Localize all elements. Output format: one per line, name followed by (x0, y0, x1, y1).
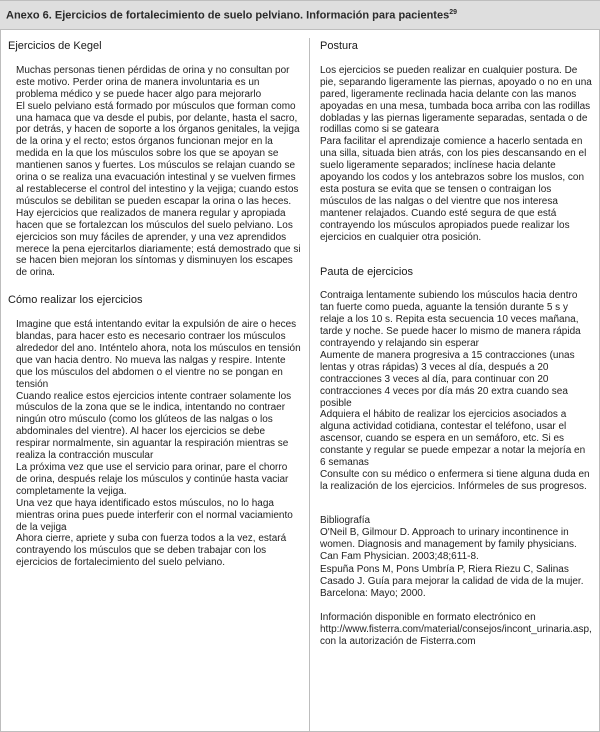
como-paragraph: La próxima vez que use el servicio para orinar, pare el chorro de orina, después relaje los músculos y continúe hasta vaciar completamente la vejiga. (16, 462, 289, 497)
annex-header (0, 0, 600, 30)
postura-heading: Postura (320, 40, 358, 52)
como-paragraph: Una vez que haya identificado estos músculos, no lo haga mientras orina pues puede interferir con el normal vaciamiento de la vejiga (16, 497, 293, 533)
postura-paragraph: Para facilitar el aprendizaje comience a hacerlo sentada en una silla, situada bien atrás, con los pies descansando en el suelo ligeramente separados; inclínese hacia delante apoyando los codos y los antebrazos sobre los muslos, con esta postura se evita que se tensen o contraigan los músculos de las nalgas o del vientre que nos interesa mantener relajados. Cuando esté segura de que está contrayendo los músculos apropiados puede realizar los ejercicios en cualquier otra posición. (320, 136, 587, 243)
pauta-paragraph: Adquiera el hábito de realizar los ejercicios asociados a alguna actividad cotidiana, contestar el teléfono, usar el ascensor, cuando se espera en un semáforo, etc. Si es constante y regular se puede empezar a notar la mejoría en 6 semanas (320, 409, 586, 469)
annex-title: Anexo 6. Ejercicios de fortalecimiento de suelo pelviano. Información para pacientes (6, 9, 450, 22)
kegel-heading: Ejercicios de Kegel (8, 40, 102, 52)
bibliography-heading: Bibliografía (320, 514, 371, 526)
reference-number: 29 (449, 9, 457, 16)
pauta-paragraph: Aumente de manera progresiva a 15 contracciones (unas lentas y otras rápidas) 3 veces al día, después a 20 contracciones 3 veces al día, para continuar con 20 contracciones 4 veces por día más 20 extra cuando sea posible (320, 349, 575, 409)
kegel-paragraph: Hay ejercicios que realizados de manera regular y apropiada hacen que se fortalezcan los músculos del suelo pelviano. Los ejercicios son muy fáciles de aprender, y una vez aprendidos merece la pena ejercitarlos diariamente; está demostrado que si se hacen bien mejoran los síntomas y disminuyen los escapes de orina. (16, 207, 301, 279)
bibliography-item: O'Neil B, Gilmour D. Approach to urinary incontinence in women. Diagnosis and management by family physicians. Can Fam Physician. 2003;48;611-8. (320, 526, 577, 562)
bibliography-item: Espuña Pons M, Pons Umbría P, Riera Riezu C, Salinas Casado J. Guía para mejorar la calidad de vida de la mujer. Barcelona: Mayo; 2000. (320, 564, 584, 600)
como-paragraph: Imagine que está intentando evitar la expulsión de aire o heces blandas, para hacer esto es necesario contraer los músculos alrededor del ano. Inténtelo ahora, nota los músculos en tensión que van hacia dentro. No mueva las nalgas y respire. Intente que los músculos del abdomen o el vientre no se pongan en tensión (16, 319, 301, 390)
spacer (320, 244, 592, 264)
pauta-paragraph: Contraiga lentamente subiendo los músculos hacia dentro tan fuerte como pueda, aguante la tensión durante 5 s y relaje a los 10 s. Repita esta secuencia 10 veces mañana, tarde y noche. Se puede hacer lo mismo de manera rápida contrayendo y relajando sin esperar (320, 290, 581, 350)
postura-paragraph: Los ejercicios se pueden realizar en cualquier postura. De pie, separando ligeramente las piernas, apoyado o no en una pared, ligeramente reclinada hacia delante con las manos apoyadas en una mesa, tumbada boca arriba con las rodillas dobladas y las piernas ligeramente separadas, sentada o de rodillas como si se gateara (320, 64, 592, 136)
como-heading: Cómo realizar los ejercicios (8, 294, 143, 307)
spacer (320, 493, 592, 515)
kegel-paragraph: El suelo pelviano está formado por músculos que forman como una hamaca que va desde el pubis, por delante, hasta el sacro, por detrás, y hacen de soporte a los órganos genitales, la vejiga de la orina y el recto; estos órganos funcionan mejor en la medida en la que los músculos sobre los que se apoyan se mantienen sanos y fuertes. Los músculos se relajan cuando se orina o se realiza una evacuación intestinal y se vuelven firmes al restablecerse el control del intestino y la vejiga; cuando estos músculos se debilitan se pueden escapar la orina o las heces. (16, 100, 300, 207)
right-column (310, 38, 600, 732)
electronic-info: Información disponible en formato electrónico en http://www.fisterra.com/material/consejos/incont_urinaria.asp, con la autorización de Fisterra.com (320, 612, 592, 647)
pauta-paragraph: Consulte con su médico o enfermera si tiene alguna duda en la realización de los ejercicios. Infórmeles de sus progresos. (320, 469, 590, 492)
left-column (0, 38, 310, 732)
como-paragraph: Ahora cierre, apriete y suba con fuerza todos a la vez, estará contrayendo los músculos que se deben trabajar con los ejercicios de fortalecimiento del suelo pelviano. (16, 533, 287, 569)
como-paragraph: Cuando realice estos ejercicios intente contraer solamente los músculos de la zona que se le indica, intentando no contraer ningún otro músculo (como los glúteos de las nalgas o los abdominales del vientre). Al hacer los ejercicios se debe respirar normalmente, sin aguantar la respiración mientras se realiza la contracción muscular (16, 390, 292, 462)
kegel-paragraph: Muchas personas tienen pérdidas de orina y no consultan por este motivo. Perder orina de manera involuntaria es un problema médico y se puede hacer algo para mejorarlo (16, 64, 290, 100)
pauta-heading: Pauta de ejercicios (320, 265, 413, 278)
